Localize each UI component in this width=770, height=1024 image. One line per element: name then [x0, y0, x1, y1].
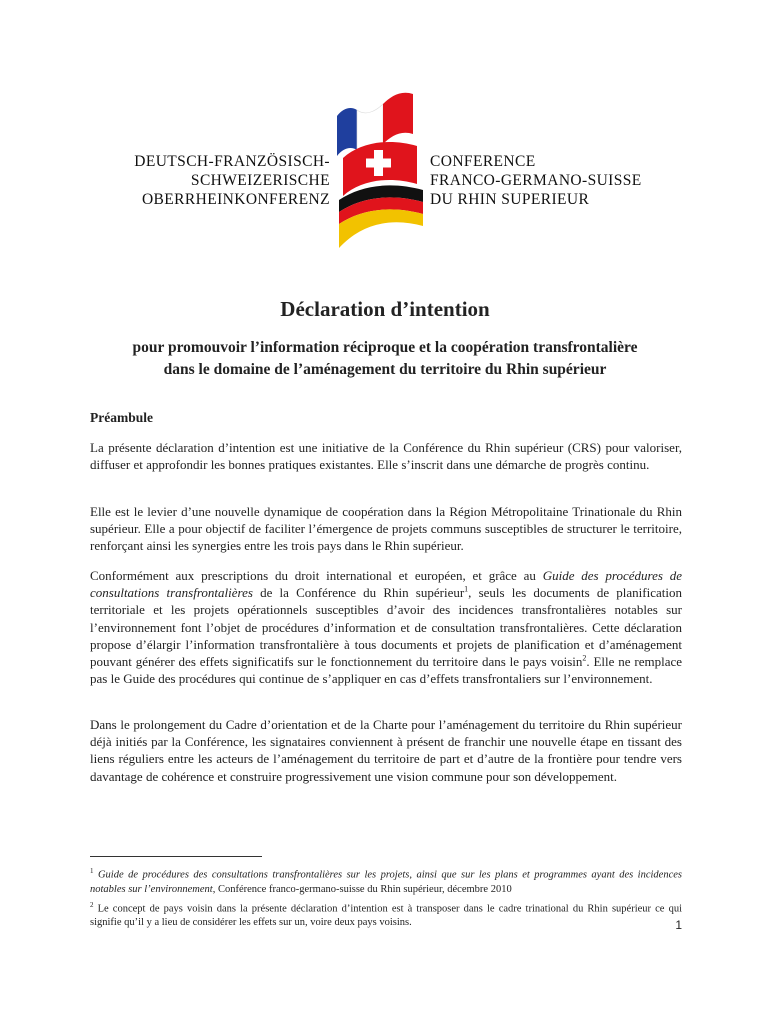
footnotes: [90, 864, 682, 931]
org-name-german-line: OBERRHEINKONFERENZ: [141, 191, 330, 208]
paragraph-3-text: , seuls les documents de planification territoriale et les projets opérationnels susceptibles d’avoir des incidences transfrontalières notables sur l’environnement font l’objet de procédures d’information et de consultation transfrontalières. Cette déclaration propose d’élargir l’information transfrontalière à tous documents et projets de planification et d’aménagement pouvant générer des effets significatifs sur le fonctionnement du territoire dans le pays voisin: [90, 585, 683, 670]
footnote-1-number: 1: [90, 867, 94, 875]
footnote-ref-1[interactable]: 1: [464, 584, 469, 594]
footnote-1: [90, 864, 682, 897]
footnote-2: [90, 898, 682, 931]
org-name-german-line: SCHWEIZERISCHE: [190, 172, 330, 189]
org-name-french-line: CONFERENCE: [430, 153, 536, 170]
footnote-2-text: Le concept de pays voisin dans la présente déclaration d’intention est à transposer dans le cadre trinational du Rhin supérieur ce qui signifie qu’il y a lieu de considérer les effets sur un, voire deux pays voisins.: [90, 903, 682, 928]
subtitle-line: pour promouvoir l’information réciproque et la coopération transfrontalière: [132, 339, 638, 356]
guide-title-italic: Guide des procédures de consultations transfrontalières: [90, 568, 682, 601]
document-title: Déclaration d’intention: [280, 297, 490, 321]
french-flag-red-stripe: [383, 93, 413, 144]
paragraph-4: Dans le prolongement du Cadre d’orientation et de la Charte pour l’aménagement du territoire du Rhin supérieur déjà initiés par la Conférence, les signataires conviennent à présent de franchir une nouvelle étape en tissant des liens réguliers entre les acteurs de l’aménagement du territoire de part et d’autre de la frontière pour tendre vers davantage de cohérence et construire progressivement une vision commune pour son développement.: [90, 717, 682, 784]
paragraph-3-text: . Elle ne remplace pas le Guide des procédures qui continue de s’appliquer en cas d’effets transfrontaliers sur l’environnement.: [90, 654, 683, 687]
org-name-german: [100, 152, 330, 209]
preamble-heading: Préambule: [90, 410, 153, 425]
paragraph-1: La présente déclaration d’intention est une initiative de la Conférence du Rhin supérieur (CRS) pour valoriser, diffuser et approfondir les bonnes pratiques existantes. Elle s’inscrit dans une démarche de progrès continu.: [90, 440, 682, 473]
page-number: 1: [675, 918, 682, 932]
org-name-french-line: FRANCO-GERMANO-SUISSE: [430, 172, 642, 189]
paragraph-3: [90, 567, 682, 687]
org-name-german-line: DEUTSCH-FRANZÖSISCH-: [134, 153, 330, 170]
paragraph-3-text: Conformément aux prescriptions du droit international et européen, et grâce au: [90, 568, 543, 583]
swiss-cross-horizontal: [366, 159, 391, 168]
footnote-separator: [90, 856, 262, 857]
org-name-french-line: DU RHIN SUPERIEUR: [430, 191, 590, 208]
document-subtitle: [60, 337, 710, 381]
footnote-2-number: 2: [90, 900, 94, 909]
french-flag-blue-stripe: [337, 108, 357, 156]
paragraph-2: Elle est le levier d’une nouvelle dynamique de coopération dans la Région Métropolitaine Trinationale du Rhin supérieur. Elle a pour objectif de faciliter l’émergence de projets communs susceptibles de structurer le territoire, renforçant ainsi les synergies entre les trois pays dans le Rhin supérieur.: [90, 504, 682, 554]
footnote-ref-2[interactable]: 2: [582, 653, 587, 663]
subtitle-line: dans le domaine de l’aménagement du territoire du Rhin supérieur: [163, 361, 607, 378]
flags-logo-icon: [333, 88, 429, 254]
paragraph-3-text: de la Conférence du Rhin supérieur: [252, 585, 465, 601]
footnote-1-title: Guide de procédures des consultations transfrontalières sur les projets, ainsi que sur les plans et programmes ayant des incidences notables sur l’environnement: [90, 869, 682, 895]
org-name-french: [430, 152, 690, 209]
footnote-1-text: , Conférence franco-germano-suisse du Rhin supérieur, décembre 2010: [212, 883, 512, 895]
